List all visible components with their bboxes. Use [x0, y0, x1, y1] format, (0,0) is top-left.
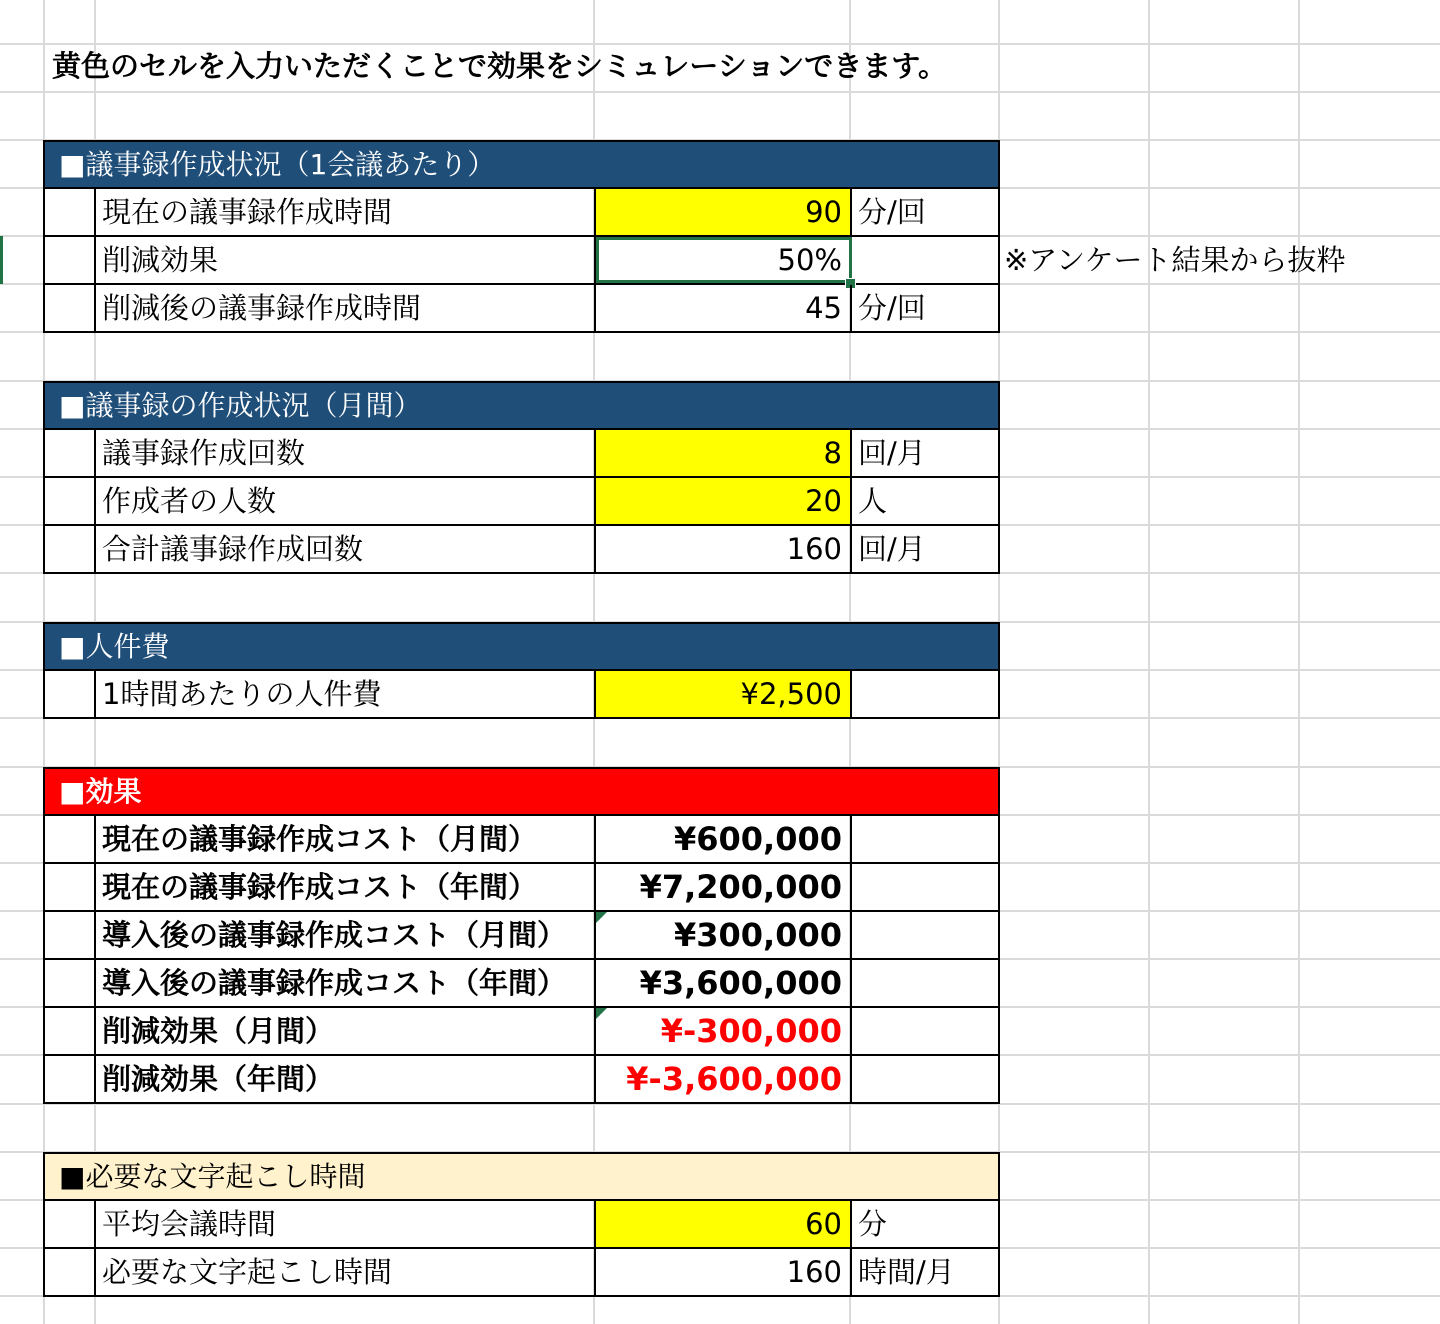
unit-cell[interactable]: 回/月 — [858, 436, 926, 470]
after-cost-yearly-value[interactable]: ¥3,600,000 — [596, 960, 852, 1006]
transcription-time-value[interactable]: 160 — [596, 1249, 852, 1295]
current-minutes-time-input[interactable]: 90 — [596, 189, 852, 235]
savings-yearly-label[interactable]: 削減効果（年間） — [96, 1056, 596, 1102]
reduced-minutes-time-label[interactable]: 削減後の議事録作成時間 — [96, 285, 596, 331]
author-count-input[interactable]: 20 — [596, 478, 852, 524]
survey-source-note[interactable]: ※アンケート結果から抜粋 — [1004, 243, 1346, 277]
current-minutes-time-label[interactable]: 現在の議事録作成時間 — [96, 189, 596, 235]
unit-cell[interactable] — [852, 237, 998, 283]
indent-cell[interactable] — [45, 285, 96, 331]
indent-cell[interactable] — [45, 864, 96, 910]
unit-cell[interactable] — [852, 912, 998, 958]
labor-cost-table — [43, 622, 1000, 719]
current-cost-monthly-value[interactable]: ¥600,000 — [596, 816, 852, 862]
minutes-count-input[interactable]: 8 — [596, 430, 852, 476]
current-cost-monthly-label[interactable]: 現在の議事録作成コスト（月間） — [96, 816, 596, 862]
author-count-label[interactable]: 作成者の人数 — [96, 478, 596, 524]
unit-cell[interactable]: 回/月 — [858, 532, 926, 566]
indent-cell[interactable] — [45, 816, 96, 862]
transcription-table — [43, 1152, 1000, 1297]
transcription-time-label[interactable]: 必要な文字起こし時間 — [96, 1249, 596, 1295]
table-row — [43, 526, 1000, 574]
total-minutes-count-value[interactable]: 160 — [596, 526, 852, 572]
instruction-note: 黄色のセルを入力いただくことで効果をシミュレーションできます。 — [52, 49, 947, 83]
unit-cell[interactable]: 人 — [858, 484, 888, 518]
labor-cost-header[interactable]: ■人件費 — [43, 622, 1000, 671]
reduction-effect-value: 50% — [777, 243, 842, 277]
per-meeting-header[interactable]: ■議事録作成状況（1会議あたり） — [43, 140, 1000, 189]
indent-cell[interactable] — [45, 1249, 96, 1295]
total-minutes-count-label[interactable]: 合計議事録作成回数 — [96, 526, 596, 572]
reduction-effect-label[interactable]: 削減効果 — [96, 237, 596, 283]
savings-monthly-cell[interactable] — [596, 1008, 852, 1054]
indent-cell[interactable] — [45, 1008, 96, 1054]
table-row — [43, 237, 1000, 285]
table-row — [43, 189, 1000, 237]
unit-cell[interactable] — [852, 1008, 998, 1054]
indent-cell[interactable] — [45, 526, 96, 572]
indent-cell[interactable] — [45, 237, 96, 283]
after-cost-monthly-label[interactable]: 導入後の議事録作成コスト（月間） — [96, 912, 596, 958]
indent-cell[interactable] — [45, 912, 96, 958]
unit-cell[interactable] — [852, 816, 998, 862]
reduction-effect-cell[interactable] — [596, 237, 852, 283]
error-indicator-icon — [596, 912, 607, 923]
effect-header[interactable]: ■効果 — [43, 767, 1000, 816]
table-row — [43, 430, 1000, 478]
column-gridline — [1298, 0, 1300, 1324]
minutes-count-label[interactable]: 議事録作成回数 — [96, 430, 596, 476]
hourly-labor-cost-input[interactable]: ¥2,500 — [596, 671, 852, 717]
indent-cell[interactable] — [45, 478, 96, 524]
error-indicator-icon — [596, 1008, 607, 1019]
table-row — [43, 1056, 1000, 1104]
after-cost-monthly-value: ¥300,000 — [673, 916, 842, 954]
savings-monthly-value: ¥-300,000 — [660, 1012, 842, 1050]
effect-table — [43, 767, 1000, 1104]
table-row — [43, 1008, 1000, 1056]
after-cost-yearly-label[interactable]: 導入後の議事録作成コスト（年間） — [96, 960, 596, 1006]
table-row — [43, 285, 1000, 333]
unit-cell[interactable]: 分 — [858, 1207, 888, 1241]
unit-cell[interactable]: 分/回 — [858, 195, 926, 229]
unit-cell[interactable]: 分/回 — [858, 291, 926, 325]
unit-cell[interactable] — [852, 671, 998, 717]
table-row — [43, 478, 1000, 526]
indent-cell[interactable] — [45, 960, 96, 1006]
monthly-table — [43, 381, 1000, 574]
avg-meeting-time-label[interactable]: 平均会議時間 — [96, 1201, 596, 1247]
row-gridline — [0, 91, 1440, 93]
table-row — [43, 1201, 1000, 1249]
indent-cell[interactable] — [45, 189, 96, 235]
per-meeting-table — [43, 140, 1000, 333]
indent-cell[interactable] — [45, 671, 96, 717]
after-cost-monthly-cell[interactable] — [596, 912, 852, 958]
avg-meeting-time-input[interactable]: 60 — [596, 1201, 852, 1247]
table-row — [43, 960, 1000, 1008]
table-row — [43, 864, 1000, 912]
indent-cell[interactable] — [45, 1056, 96, 1102]
table-row — [43, 1249, 1000, 1297]
table-row — [43, 816, 1000, 864]
savings-yearly-value[interactable]: ¥-3,600,000 — [596, 1056, 852, 1102]
column-gridline — [1148, 0, 1150, 1324]
indent-cell[interactable] — [45, 430, 96, 476]
table-row — [43, 912, 1000, 960]
active-row-indicator — [0, 236, 3, 284]
unit-cell[interactable] — [852, 960, 998, 1006]
transcription-header[interactable]: ■必要な文字起こし時間 — [43, 1152, 1000, 1201]
savings-monthly-label[interactable]: 削減効果（月間） — [96, 1008, 596, 1054]
current-cost-yearly-value[interactable]: ¥7,200,000 — [596, 864, 852, 910]
reduced-minutes-time-value[interactable]: 45 — [596, 285, 852, 331]
hourly-labor-cost-label[interactable]: 1時間あたりの人件費 — [96, 671, 596, 717]
table-row — [43, 671, 1000, 719]
unit-cell[interactable] — [852, 864, 998, 910]
monthly-header[interactable]: ■議事録の作成状況（月間） — [43, 381, 1000, 430]
unit-cell[interactable]: 時間/月 — [858, 1255, 955, 1289]
indent-cell[interactable] — [45, 1201, 96, 1247]
unit-cell[interactable] — [852, 1056, 998, 1102]
current-cost-yearly-label[interactable]: 現在の議事録作成コスト（年間） — [96, 864, 596, 910]
